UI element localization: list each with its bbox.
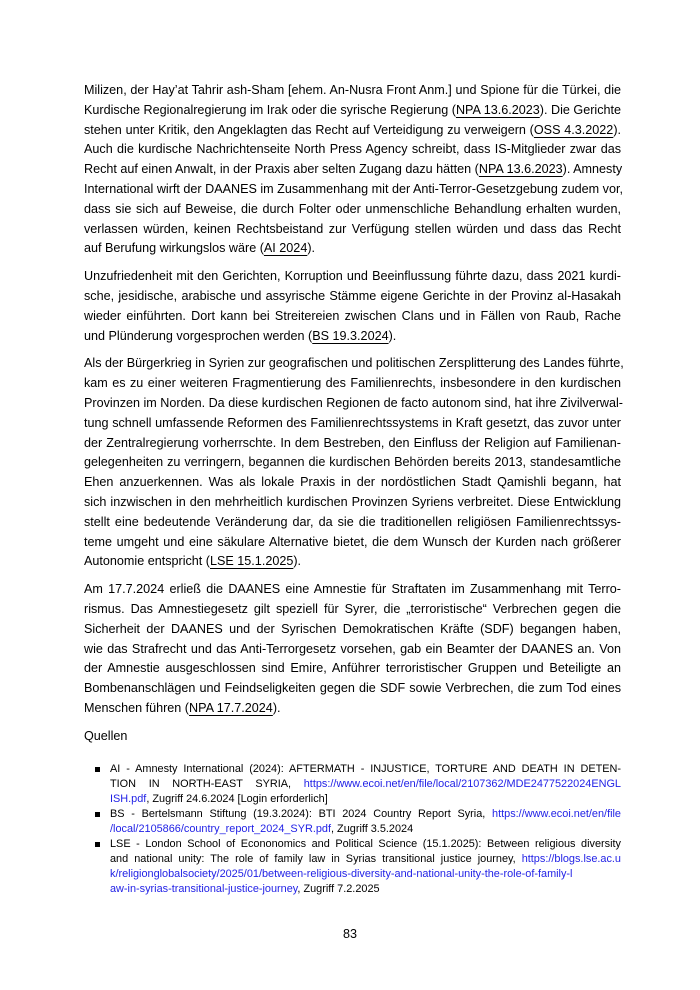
text-run: Unzufriedenheit mit den Gerichten, Korruption und Beeinflussung führte dazu, dass 2021 kurdi- xyxy=(84,269,621,284)
text-run: teme umgeht und eine säkulare Alternative bietet, die dem Wunsch der Kurden nach größerer xyxy=(84,534,621,549)
text-line xyxy=(110,882,621,897)
citation-link[interactable]: NPA 13.6.2023 xyxy=(478,162,563,177)
text-line xyxy=(84,699,621,719)
text-run: kam es zu einer weiteren Fragmentierung des Familienrechts, insbesondere in den kurdischen xyxy=(84,376,621,391)
text-line xyxy=(84,414,621,434)
text-run: TION IN NORTH-EAST SYRIA, xyxy=(110,777,304,790)
text-run: and national unity: The role of family law in Syrias transitional justice journey, xyxy=(110,852,522,865)
text-run: Sicherheit der DAANES und der Syrischen Demokratischen Kräfte (SDF) begangen haben, xyxy=(84,621,621,636)
citation-link[interactable]: NPA 13.6.2023 xyxy=(455,102,540,117)
text-line xyxy=(84,453,621,473)
text-line xyxy=(84,287,621,307)
text-line xyxy=(110,852,621,867)
text-line xyxy=(110,777,621,792)
text-run: ). xyxy=(613,122,622,137)
source-url-link[interactable]: https://www.ecoi.net/en/file/local/2107362/MDE2477522024ENGL xyxy=(303,777,621,790)
text-line xyxy=(84,160,621,180)
text-line xyxy=(84,121,621,141)
text-line xyxy=(84,513,621,533)
text-run: ). xyxy=(272,700,281,715)
text-line xyxy=(84,239,621,259)
text-line xyxy=(84,552,621,572)
text-line xyxy=(110,822,621,837)
text-run: ). Die Gerichte xyxy=(539,102,622,117)
page-content xyxy=(84,81,624,897)
text-run: sche, jesidische, arabische und assyrische Stämme eigene Gerichte in der Provinz al-Hasakah xyxy=(84,288,621,303)
text-run: Ehen anzuerkennen. Was als lokale Praxis in der nordöstlichen Stadt Qamishli begann, hat xyxy=(84,475,621,490)
text-line xyxy=(110,837,621,852)
text-line xyxy=(84,600,621,620)
text-run: der Amnestie ausgeschlossen sind Emire, Anführer terroristischer Gruppen und Beteiligte an xyxy=(84,661,621,676)
text-run: Autonomie entspricht ( xyxy=(84,554,210,569)
paragraph xyxy=(84,81,621,259)
text-line xyxy=(110,792,621,807)
text-run: ). xyxy=(293,554,302,569)
text-run: LSE - London School of Econonomics and Political Science (15.1.2025): Between religious diversity xyxy=(110,837,621,850)
text-run: Als der Bürgerkrieg in Syrien zur geografischen und politischen Zersplitterung des Landes führte, xyxy=(84,356,624,371)
text-run: stehen unter Kritik, den Angeklagten das Recht auf Verteidigung zu verweigern ( xyxy=(84,122,534,137)
text-line xyxy=(84,180,621,200)
text-line xyxy=(84,81,621,101)
source-url-link[interactable]: https://blogs.lse.ac.u xyxy=(521,852,621,865)
text-line xyxy=(84,659,621,679)
text-line xyxy=(110,867,621,882)
paragraph xyxy=(84,267,621,346)
paragraph xyxy=(84,580,621,719)
text-run: , Zugriff 3.5.2024 xyxy=(331,822,414,835)
text-line xyxy=(84,394,624,414)
text-line xyxy=(110,762,621,777)
text-line xyxy=(84,580,621,600)
sources-list xyxy=(84,762,621,897)
source-url-link[interactable]: https://www.ecoi.net/en/file xyxy=(492,807,621,820)
text-line xyxy=(84,140,621,160)
text-run: tung schnell umfassende Reformen des Familienrechtssystems in Kraft gesetzt, das zuvor unter xyxy=(84,415,621,430)
text-run: Menschen führen ( xyxy=(84,700,190,715)
text-line xyxy=(84,354,624,374)
text-line xyxy=(84,101,621,121)
text-run: rismus. Das Amnestiegesetz gilt speziell für Syrer, die „terroristische“ Verbrechen gegen die xyxy=(84,601,621,616)
paragraph xyxy=(84,354,624,572)
source-item xyxy=(84,807,621,837)
text-line xyxy=(110,807,621,822)
citation-link[interactable]: NPA 17.7.2024 xyxy=(189,700,273,715)
text-line xyxy=(84,620,621,640)
text-run: dass sie sich auf Beweise, die durch Folter oder unmenschliche Behandlung erhalten wurden, xyxy=(84,201,621,216)
text-line xyxy=(84,434,621,454)
source-url-link[interactable]: aw-in-syrias-transitional-justice-journey xyxy=(110,882,298,895)
text-run: ). xyxy=(307,241,316,256)
body-text xyxy=(84,81,624,719)
citation-link[interactable]: OSS 4.3.2022 xyxy=(533,122,614,137)
source-url-link[interactable]: k/religionglobalsociety/2025/01/between-religious-diversity-and-national-unity-the-role-of-family-l xyxy=(110,867,573,880)
text-line xyxy=(84,679,621,699)
text-line xyxy=(84,220,621,240)
text-run: AI - Amnesty International (2024): AFTERMATH - INJUSTICE, TORTURE AND DEATH IN DETEN- xyxy=(110,762,621,775)
text-line xyxy=(84,267,621,287)
source-url-link[interactable]: ISH.pdf xyxy=(110,792,147,805)
text-run: , Zugriff 24.6.2024 [Login erforderlich] xyxy=(146,792,328,805)
text-run: Auch die kurdische Nachrichtenseite North Press Agency schreibt, dass IS-Mitglieder zwar das xyxy=(84,142,621,157)
text-run: BS - Bertelsmann Stiftung (19.3.2024): BTI 2024 Country Report Syria, xyxy=(110,807,493,820)
text-run: auf Berufung wirkungslos wäre ( xyxy=(84,241,264,256)
page-number: 83 xyxy=(342,927,357,941)
citation-link[interactable]: BS 19.3.2024 xyxy=(312,328,389,343)
sources-heading: Quellen xyxy=(84,728,128,743)
bullet-icon xyxy=(95,812,100,817)
citation-link[interactable]: AI 2024 xyxy=(263,241,308,256)
text-line xyxy=(84,307,621,327)
text-run: Recht auf einen Anwalt, in der Praxis aber selten Zugang dazu hätten ( xyxy=(84,162,479,177)
text-line xyxy=(84,640,621,660)
text-line xyxy=(84,493,621,513)
text-run: verlassen würden, keinen Rechtsbeistand zur Verfügung stellen würden und dass das Recht xyxy=(84,221,621,236)
text-line xyxy=(84,374,621,394)
text-run: stellt eine bedeutende Veränderung dar, da sie die traditionellen religiösen Familienrechtssys- xyxy=(84,514,621,529)
text-run: und Plünderung vorgesprochen werden ( xyxy=(84,328,313,343)
text-run: der Zentralregierung vorherrschte. In dem Bestreben, den Einfluss der Religion auf Familienan- xyxy=(84,435,621,450)
source-item xyxy=(84,762,621,807)
text-run: gelegenheiten zu verringern, begannen die kurdischen Behörden bereits 2013, standesamtliche xyxy=(84,455,621,470)
text-run: International wirft der DAANES im Zusammenhang mit der Anti-Terror-Gesetzgebung zudem vor, xyxy=(84,181,623,196)
text-run: wie das Strafrecht und das Anti-Terrorgesetz vorsehen, gab ein Beamter der DAANES an. Von xyxy=(84,641,621,656)
citation-link[interactable]: LSE 15.1.2025 xyxy=(210,554,294,569)
text-line xyxy=(84,473,621,493)
text-run: Provinzen im Norden. Da diese kurdischen Regionen de facto autonom sind, hat ihre Zivilverwal- xyxy=(84,395,624,410)
text-run: Am 17.7.2024 erließ die DAANES eine Amnestie für Straftaten im Zusammenhang mit Terro- xyxy=(84,582,621,597)
text-run: , Zugriff 7.2.2025 xyxy=(297,882,380,895)
text-line xyxy=(84,200,621,220)
text-run: ). xyxy=(388,328,397,343)
text-run: sich inzwischen in den mehrheitlich kurdischen Provinzen Syriens verbreitet. Diese Entwicklung xyxy=(84,494,621,509)
bullet-icon xyxy=(95,842,100,847)
text-run: ). Amnesty xyxy=(562,162,623,177)
text-run: Kurdische Regionalregierung im Irak oder die syrische Regierung ( xyxy=(84,102,456,117)
text-run: Milizen, der Hay’at Tahrir ash-Sham [ehem. An-Nusra Front Anm.] und Spione für die Türkei, die xyxy=(84,83,621,97)
text-line xyxy=(84,327,621,347)
source-url-link[interactable]: /local/2105866/country_report_2024_SYR.pdf xyxy=(110,822,331,835)
source-item xyxy=(84,837,621,897)
text-line xyxy=(84,533,621,553)
bullet-icon xyxy=(95,767,100,772)
text-run: Bombenanschlägen und Feindseligkeiten gegen die SDF sowie Verbrechen, die zum Tod eines xyxy=(84,681,621,696)
text-run: wieder einführten. Dort kann bei Streitereien zwischen Clans und in Fällen von Raub, Rache xyxy=(84,308,621,323)
